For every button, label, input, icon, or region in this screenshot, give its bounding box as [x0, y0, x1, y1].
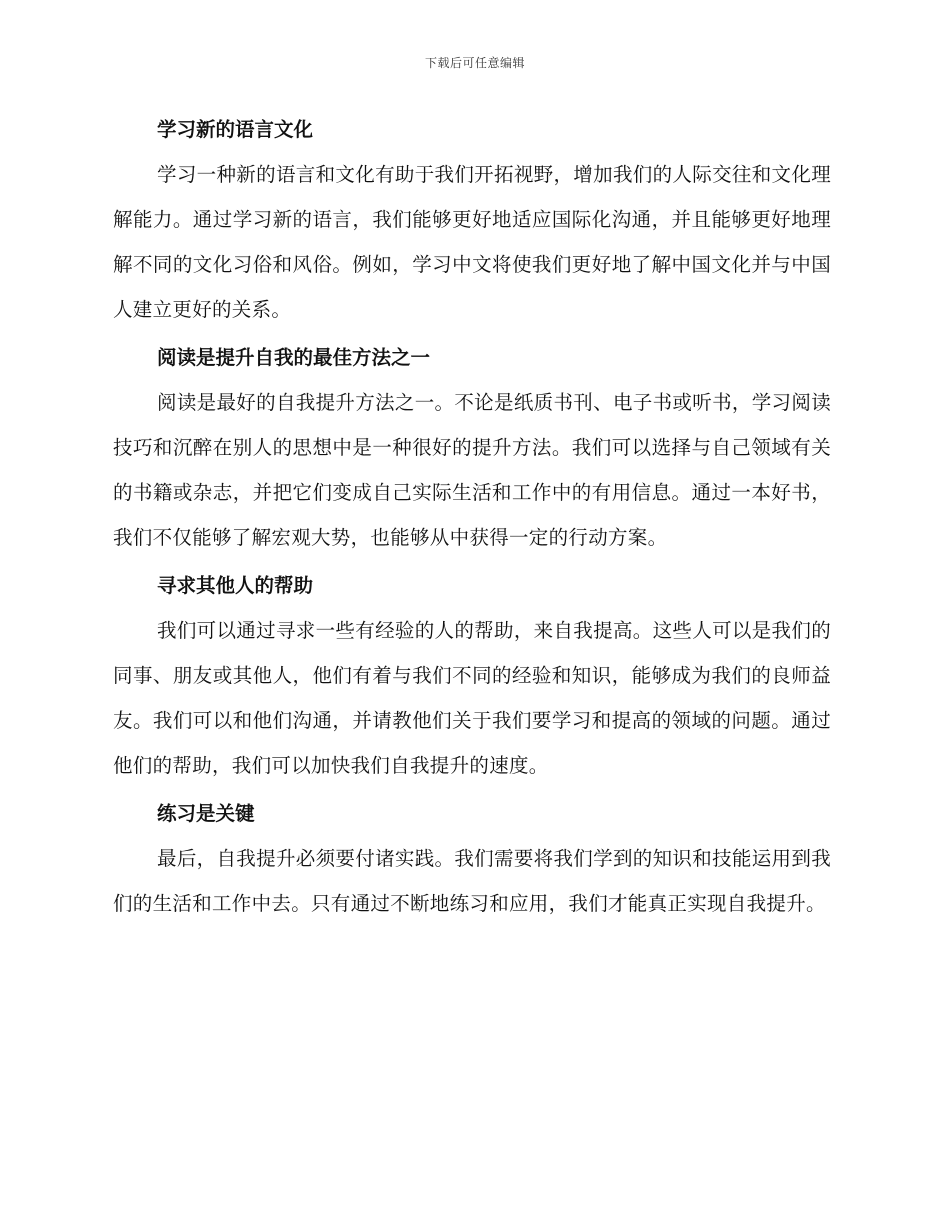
section-heading: 学习新的语言文化 — [157, 118, 314, 141]
section-heading: 阅读是提升自我的最佳方法之一 — [157, 346, 431, 369]
section-paragraph: 阅读是最好的自我提升方法之一。不论是纸质书刊、电子书或听书，学习阅读技巧和沉醉在别人的思想中是一种很好的提升方法。我们可以选择与自己领域有关的书籍或杂志，并把它们变成自己实际生活和工作中的有用信息。通过一本好书，我们不仅能够了解宏观大势，也能够从中获得一定的行动方案。 — [113, 391, 831, 549]
section-paragraph: 学习一种新的语言和文化有助于我们开拓视野，增加我们的人际交往和文化理解能力。通过学习新的语言，我们能够更好地适应国际化沟通，并且能够更好地理解不同的文化习俗和风俗。例如，学习中文将使我们更好地了解中国文化并与中国人建立更好的关系。 — [113, 163, 831, 321]
section-paragraph: 我们可以通过寻求一些有经验的人的帮助，来自我提高。这些人可以是我们的同事、朋友或其他人，他们有着与我们不同的经验和知识，能够成为我们的良师益友。我们可以和他们沟通，并请教他们关于我们要学习和提高的领域的问题。通过他们的帮助，我们可以加快我们自我提升的速度。 — [113, 619, 831, 777]
section-language-culture — [113, 108, 831, 332]
section-heading: 练习是关键 — [157, 802, 255, 825]
document-body — [113, 108, 831, 930]
section-reading — [113, 336, 831, 560]
section-seek-help — [113, 564, 831, 788]
section-practice — [113, 792, 831, 926]
page-header: 下载后可任意编辑 — [424, 56, 525, 70]
section-heading: 寻求其他人的帮助 — [157, 574, 314, 597]
section-paragraph: 最后，自我提升必须要付诸实践。我们需要将我们学到的知识和技能运用到我们的生活和工作中去。只有通过不断地练习和应用，我们才能真正实现自我提升。 — [113, 847, 831, 915]
